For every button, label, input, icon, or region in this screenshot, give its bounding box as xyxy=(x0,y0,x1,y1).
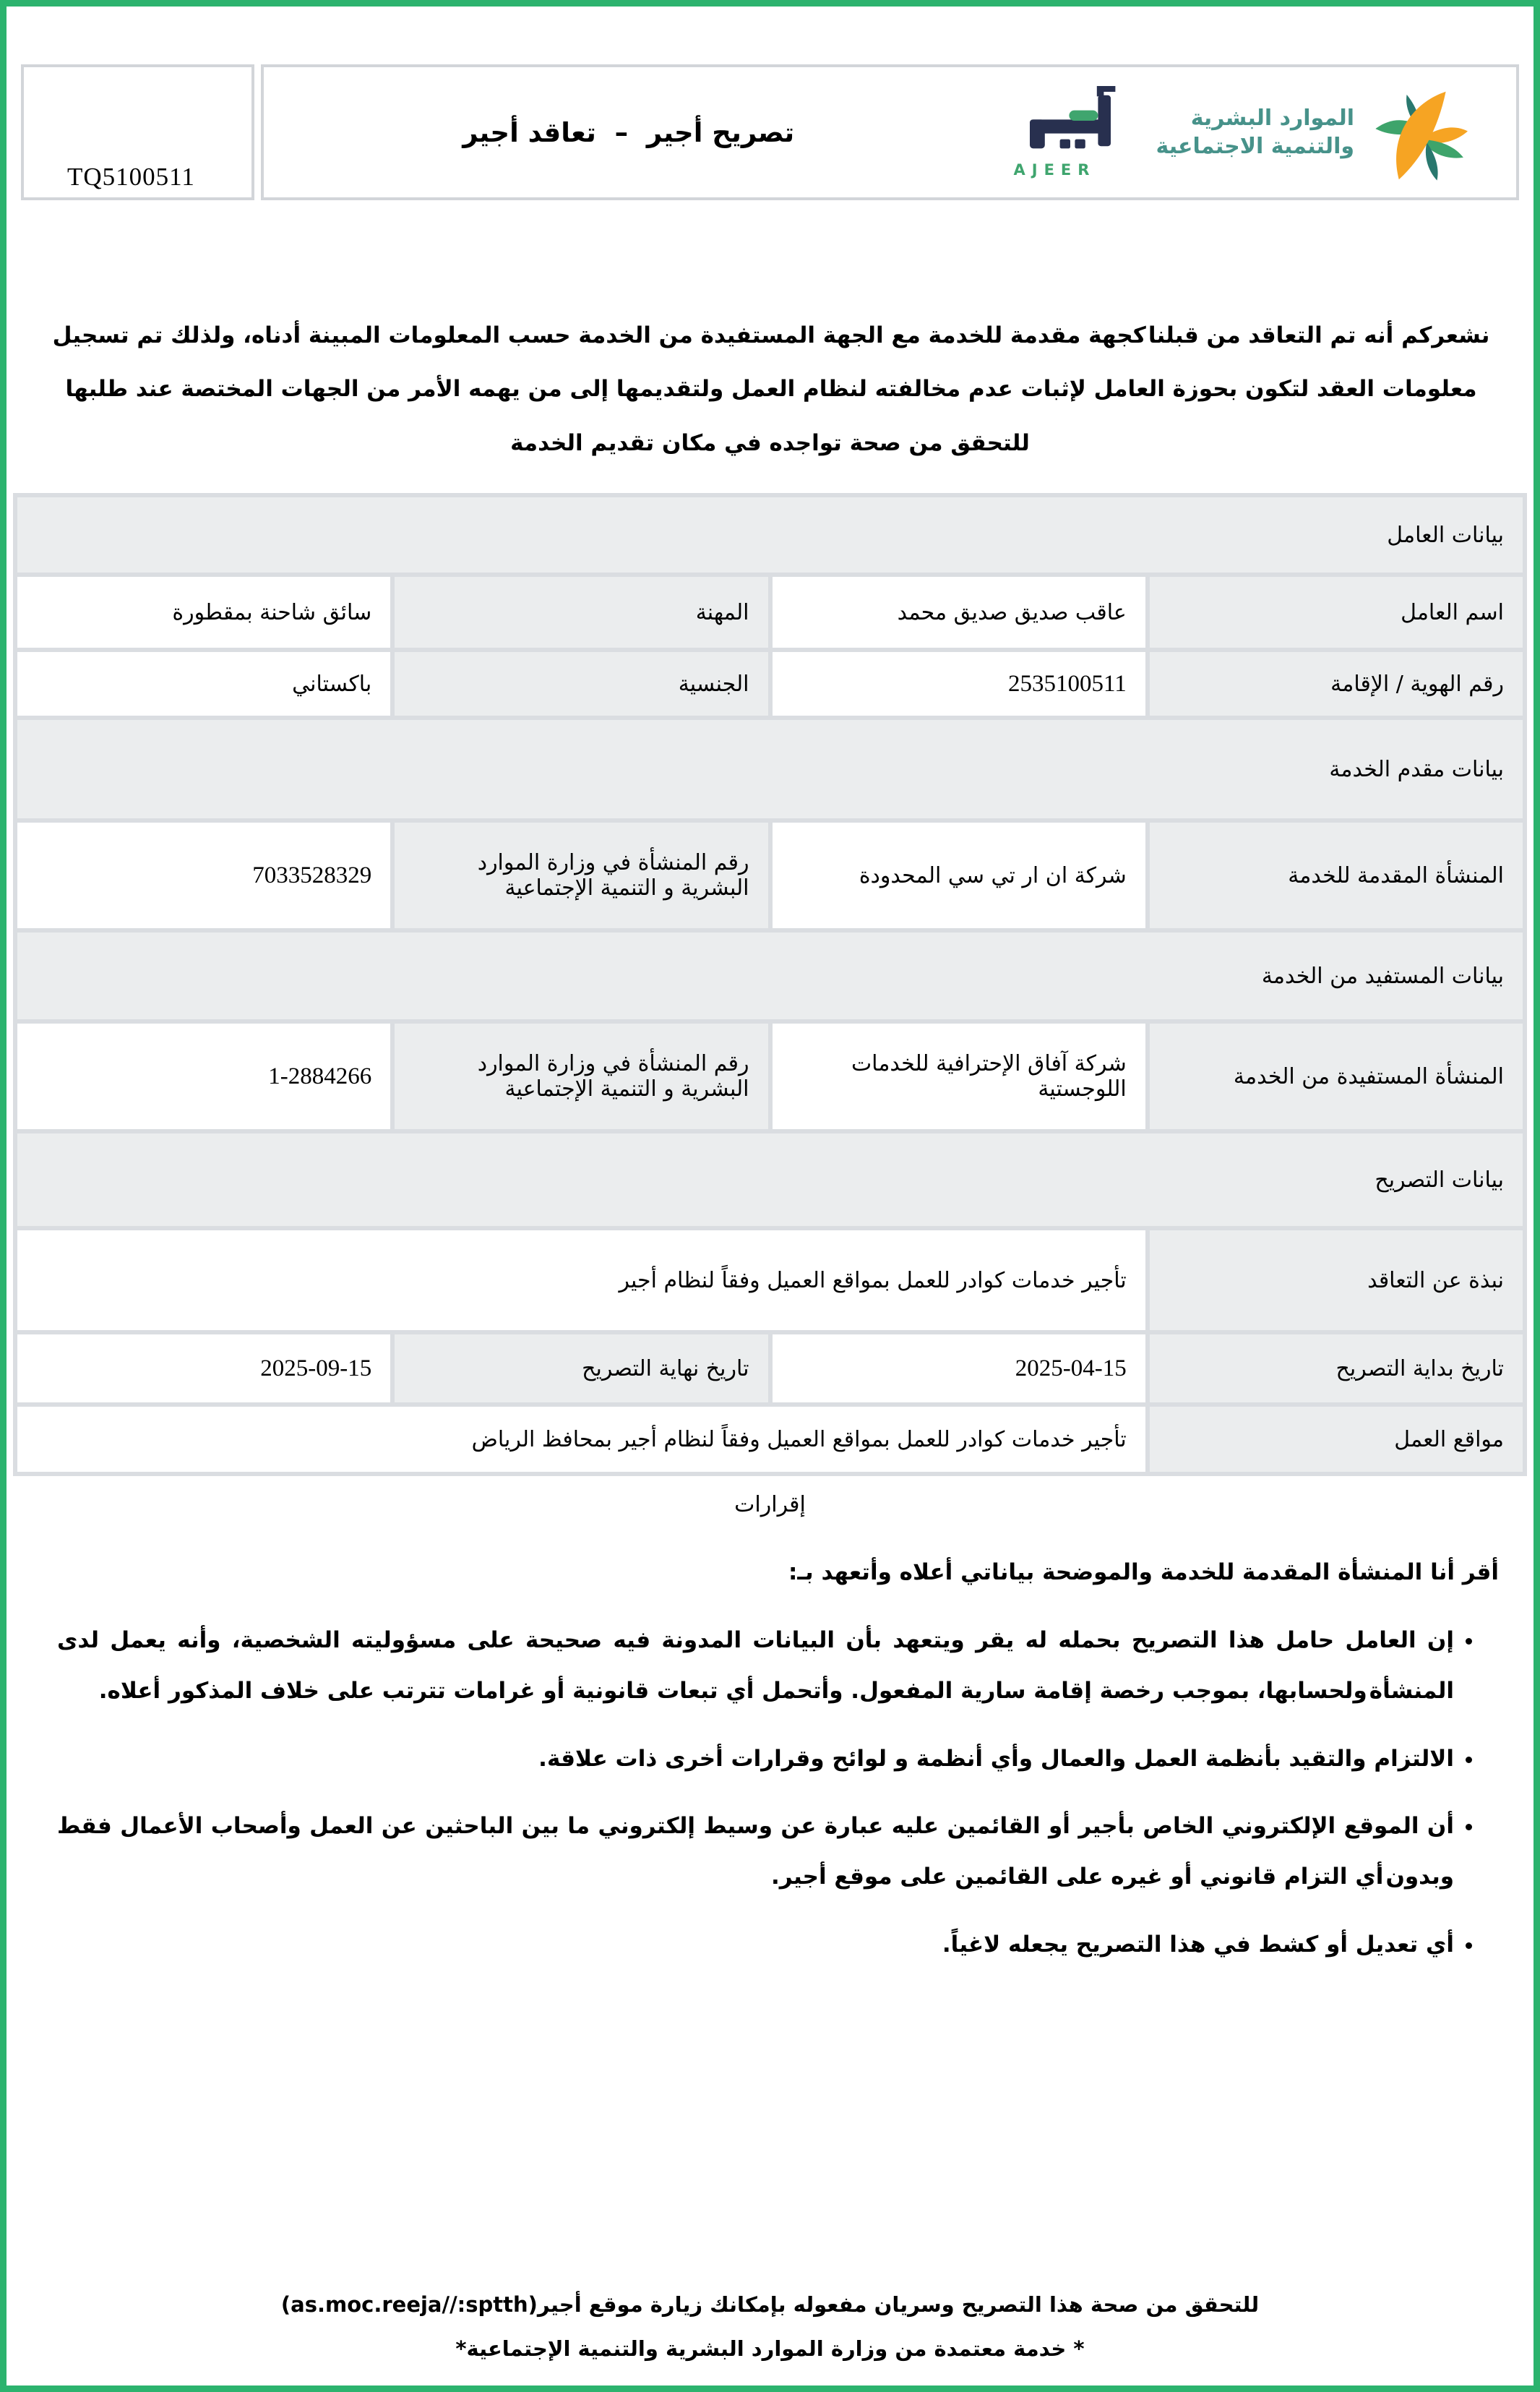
declarations-title: إقرارات xyxy=(734,1492,806,1518)
worker-name-value: عاقب صديق صديق محمد xyxy=(770,575,1148,650)
nationality-label: الجنسية xyxy=(392,650,770,718)
nationality-value: باكستاني xyxy=(15,650,392,718)
ministry-name xyxy=(1156,104,1354,160)
table-row xyxy=(15,1405,1525,1474)
declaration-item: • إن العامل حامل هذا التصريح بحمله له يقر ويتعهد بأن البيانات المدونة فيه صحيحة على مسؤوليته الشخصية، وأنه يعمل لدى المنشأة ولحسابها، بموجب رخصة إقامة سارية المفعول. وأتحمل أي تبعات قانونية أو غرامات تترتب على خلاف المذكور أعلاه. xyxy=(57,1616,1454,1717)
table-row xyxy=(15,1228,1525,1332)
section-title: بيانات العامل xyxy=(15,495,1525,575)
start-date-label: تاريخ بداية التصريح xyxy=(1148,1332,1525,1405)
id-number-label: رقم الهوية / الإقامة xyxy=(1148,650,1525,718)
declaration-item: • أن الموقع الإلكتروني الخاص بأجير أو القائمين عليه عبارة عن وسيط إلكتروني ما بين الباحثين عن العمل وأصحاب الأعمال فقط وبدون أي التزام قانوني أو غيره على القائمين على موقع أجير. xyxy=(57,1801,1454,1903)
declaration-item: • الالتزام والتقيد بأنظمة العمل والعمال وأي أنظمة و لوائح وقرارات أخرى ذات علاقة. xyxy=(57,1734,1454,1785)
declaration-item: • أي تعديل أو كشط في هذا التصريح يجعله لاغياً. xyxy=(57,1920,1454,1971)
ajeer-logo xyxy=(1012,86,1132,179)
work-locations-value: تأجير خدمات كوادر للعمل بمواقع العميل وفقاً لنظام أجير بمحافظ الرياض xyxy=(15,1405,1148,1474)
footer-accreditation-line: * خدمة معتمدة من وزارة الموارد البشرية والتنمية الإجتماعية* xyxy=(455,2336,1085,2362)
beneficiary-ministry-number-value: 1-2884266 xyxy=(15,1021,392,1131)
provider-establishment-label: المنشأة المقدمة للخدمة xyxy=(1148,820,1525,930)
table-row xyxy=(15,1332,1525,1405)
logos xyxy=(994,84,1516,181)
intro-paragraph: نشعركم أنه تم التعاقد من قبلنا كجهة مقدمة للخدمة مع الجهة المستفيدة من الخدمة حسب المعلومات المبينة أدناه، ولذلك تم تسجيل معلومات العقد لتكون بحوزة العامل لإثبات عدم مخالفته لنظام العمل ولتقديمها إلى من يهمه الأمر من الجهات المختصة عند طلبها للتحقق من صحة تواجده في مكان تقديم الخدمة xyxy=(50,322,1490,456)
provider-ministry-number-label: رقم المنشأة في وزارة الموارد البشرية و التنمية الإجتماعية xyxy=(392,820,770,930)
ministry-name-line1: الموارد البشرية xyxy=(1190,106,1354,131)
section-title: بيانات المستفيد من الخدمة xyxy=(15,930,1525,1021)
provider-ministry-number-value: 7033528329 xyxy=(15,820,392,930)
beneficiary-ministry-number-label: رقم المنشأة في وزارة الموارد البشرية و التنمية الإجتماعية xyxy=(392,1021,770,1131)
header-main-box xyxy=(261,64,1519,200)
footer-verification-line: للتحقق من صحة هذا التصريح وسريان مفعوله بإمكانك زيارة موقع أجير(as.moc.reeja//:sptth) xyxy=(280,2292,1260,2318)
profession-label: المهنة xyxy=(392,575,770,650)
end-date-value: 2025-09-15 xyxy=(15,1332,392,1405)
page-title: تصريح أجير – تعاقد أجير xyxy=(463,116,795,148)
section-header-permit xyxy=(15,1131,1525,1228)
ministry-name-line2: والتنمية الاجتماعية xyxy=(1156,134,1354,159)
ministry-emblem-icon xyxy=(1364,84,1476,181)
worker-name-label: اسم العامل xyxy=(1148,575,1525,650)
ajeer-latin-label: AJEER xyxy=(1013,161,1096,179)
table-row xyxy=(15,575,1525,650)
permit-code: TQ5100511 xyxy=(67,163,195,191)
profession-value: سائق شاحنة بمقطورة xyxy=(15,575,392,650)
declarations-list xyxy=(57,1616,1483,1971)
beneficiary-establishment-label: المنشأة المستفيدة من الخدمة xyxy=(1148,1021,1525,1131)
work-locations-label: مواقع العمل xyxy=(1148,1405,1525,1474)
header xyxy=(21,64,1519,200)
ajeer-green-accent xyxy=(1069,111,1098,121)
end-date-label: تاريخ نهاية التصريح xyxy=(392,1332,770,1405)
provider-establishment-value: شركة ان ار تي سي المحدودة xyxy=(770,820,1148,930)
section-header-provider xyxy=(15,718,1525,820)
section-title: بيانات مقدم الخدمة xyxy=(15,718,1525,820)
section-title: بيانات التصريح xyxy=(15,1131,1525,1228)
start-date-value: 2025-04-15 xyxy=(770,1332,1148,1405)
section-header-beneficiary xyxy=(15,930,1525,1021)
permit-code-box xyxy=(21,64,254,200)
beneficiary-establishment-value: شركة آفاق الإحترافية للخدمات اللوجستية xyxy=(770,1021,1148,1131)
permit-table xyxy=(13,493,1527,1476)
contract-summary-value: تأجير خدمات كوادر للعمل بمواقع العميل وفقاً لنظام أجير xyxy=(15,1228,1148,1332)
footer xyxy=(7,2283,1533,2371)
section-header-worker xyxy=(15,495,1525,575)
id-number-value: 2535100511 xyxy=(770,650,1148,718)
table-row xyxy=(15,1021,1525,1131)
declarations-intro: أقر أنا المنشأة المقدمة للخدمة والموضحة بياناتي أعلاه وأتعهد بـ: xyxy=(788,1559,1499,1586)
table-row xyxy=(15,650,1525,718)
ajeer-wordmark-icon xyxy=(1012,86,1128,158)
contract-summary-label: نبذة عن التعاقد xyxy=(1148,1228,1525,1332)
ministry-logo xyxy=(1156,84,1476,181)
table-row xyxy=(15,820,1525,930)
